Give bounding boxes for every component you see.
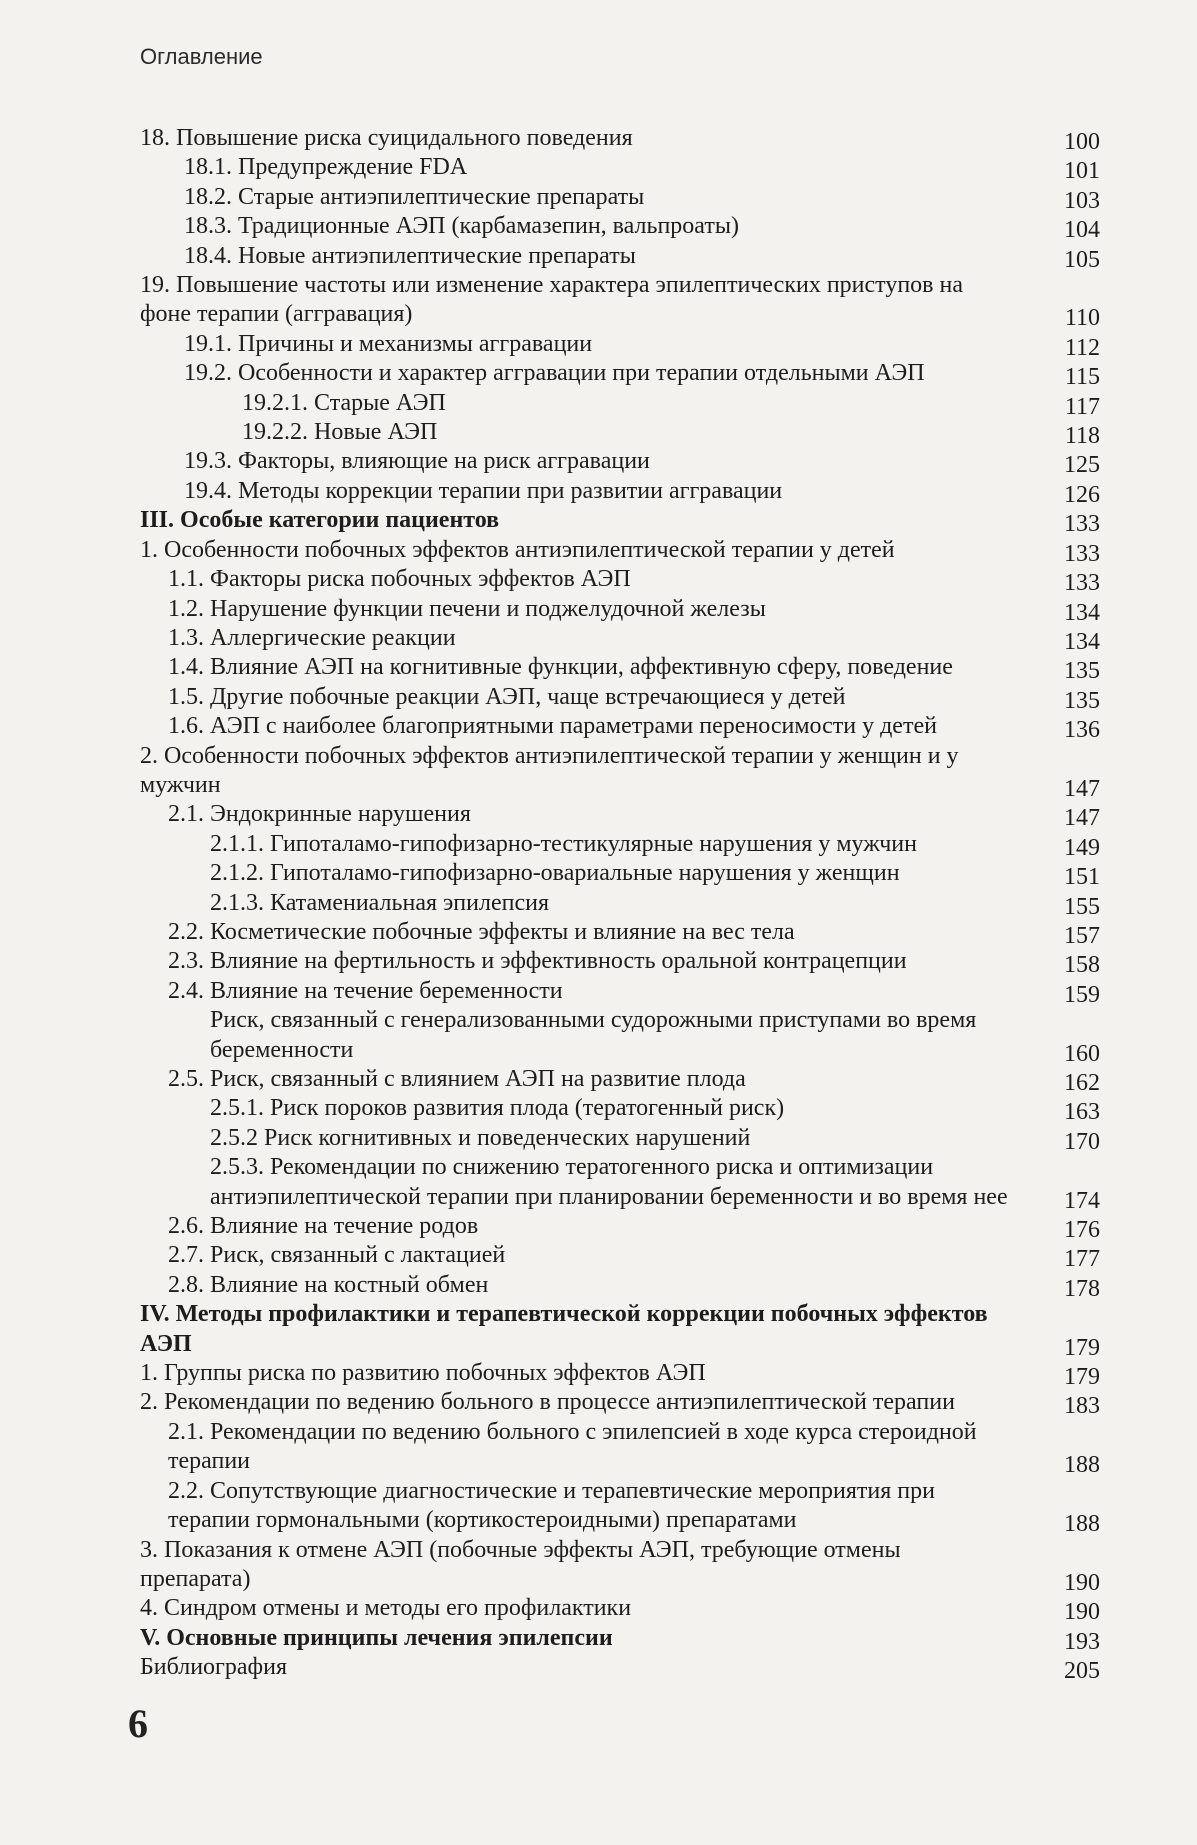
toc-entry: [140, 1594, 1100, 1626]
table-of-contents: [140, 124, 1100, 1683]
toc-entry-title: 19.2. Особенности и характер аггравации при терапии отдельными АЭП: [184, 360, 925, 387]
toc-entry-title: 2.3. Влияние на фертильность и эффективность оральной контрацепции: [168, 948, 907, 975]
toc-section-heading: [140, 1300, 1100, 1359]
toc-entry-page: 136: [1064, 717, 1100, 744]
toc-entry: [140, 918, 1100, 947]
toc-entry: [140, 683, 1100, 712]
toc-entry: [140, 536, 1100, 565]
toc-entry: [140, 595, 1100, 624]
toc-entry: [140, 1359, 1100, 1391]
toc-entry-page: 155: [1064, 893, 1100, 920]
toc-entry: [140, 389, 1100, 418]
toc-entry-page: 157: [1064, 922, 1100, 949]
toc-entry-title: IV. Методы профилактики и терапевтической коррекции побочных эффектов АЭП: [140, 1301, 988, 1357]
toc-entry-title: 2.7. Риск, связанный с лактацией: [168, 1242, 506, 1269]
toc-entry-page: 177: [1064, 1246, 1100, 1273]
toc-entry: [140, 242, 1100, 271]
toc-entry-page: 100: [1064, 129, 1100, 155]
page-number: 6: [128, 1701, 148, 1746]
toc-entry: [140, 712, 1100, 744]
toc-entry-title: 19. Повышение частоты или изменение характера эпилептических приступов на фоне терапии (аггравация): [140, 272, 964, 328]
toc-entry-title: 2.1. Эндокринные нарушения: [168, 801, 471, 828]
toc-entry: [140, 330, 1100, 359]
toc-entry-title: Библиография: [140, 1654, 287, 1681]
toc-entry-title: 2.8. Влияние на костный обмен: [168, 1271, 489, 1298]
toc-entry-title: 2. Рекомендации по ведению больного в процессе антиэпилептической терапии: [140, 1389, 955, 1416]
toc-entry-page: 118: [1064, 423, 1100, 450]
toc-entry-title: 18.2. Старые антиэпилептические препараты: [184, 183, 645, 210]
toc-entry-title: 1.6. АЭП с наиболее благоприятными параметрами переносимости у детей: [168, 713, 937, 740]
toc-entry-title: 1.1. Факторы риска побочных эффектов АЭП: [168, 566, 631, 593]
toc-entry-title: 2. Особенности побочных эффектов антиэпилептической терапии у женщин и у мужчин: [140, 742, 959, 798]
toc-entry-title: 1. Особенности побочных эффектов антиэпилептической терапии у детей: [140, 536, 895, 563]
toc-entry-page: 110: [1064, 305, 1100, 332]
toc-section-heading: [140, 506, 1100, 538]
toc-entry-page: 163: [1064, 1099, 1100, 1126]
toc-entry-title: 1. Группы риска по развитию побочных эффектов АЭП: [140, 1360, 706, 1387]
toc-entry-title: V. Основные принципы лечения эпилепсии: [140, 1624, 613, 1651]
toc-entry-title: 1.4. Влияние АЭП на когнитивные функции, аффективную сферу, поведение: [168, 654, 953, 681]
toc-entry-page: 101: [1064, 158, 1100, 185]
toc-entry: [140, 1653, 1100, 1685]
toc-entry: [140, 418, 1100, 450]
toc-entry-page: 193: [1064, 1628, 1100, 1655]
toc-entry-title: Риск, связанный с генерализованными судорожными приступами во время беременности: [210, 1007, 977, 1063]
toc-entry: [140, 1006, 1100, 1065]
toc-entry-page: 105: [1064, 246, 1100, 273]
toc-entry-page: 170: [1064, 1128, 1100, 1155]
toc-entry-title: III. Особые категории пациентов: [140, 507, 500, 534]
toc-entry-title: 2.5.3. Рекомендации по снижению тератогенного риска и оптимизации антиэпилептической терапии при планировании беременности и во время нее: [210, 1154, 1008, 1210]
toc-entry-title: 2.5. Риск, связанный с влиянием АЭП на развитие плода: [168, 1066, 746, 1092]
toc-entry-title: 19.2.1. Старые АЭП: [242, 389, 446, 416]
toc-entry: [140, 1536, 1100, 1595]
toc-entry-page: 183: [1064, 1393, 1100, 1420]
toc-entry: [140, 477, 1100, 506]
toc-entry: [140, 359, 1100, 391]
toc-entry-title: 2.1.2. Гипоталамо-гипофизарно-овариальные нарушения у женщин: [210, 860, 900, 887]
toc-entry-page: 179: [1064, 1334, 1100, 1361]
toc-entry-title: 18.4. Новые антиэпилептические препараты: [184, 242, 636, 269]
toc-entry-page: 104: [1064, 217, 1100, 244]
toc-entry-page: 205: [1064, 1658, 1100, 1685]
toc-entry-title: 19.2.2. Новые АЭП: [242, 419, 438, 446]
toc-entry: [140, 1153, 1100, 1212]
running-head: Оглавление: [140, 44, 263, 69]
toc-entry: [140, 624, 1100, 653]
toc-entry: [140, 1477, 1100, 1536]
toc-entry-title: 19.4. Методы коррекции терапии при развитии аггравации: [184, 477, 783, 504]
toc-entry-title: 1.2. Нарушение функции печени и поджелудочной железы: [168, 595, 766, 622]
toc-entry-title: 18.3. Традиционные АЭП (карбамазепин, вальпроаты): [184, 213, 739, 240]
toc-entry-title: 2.1.3. Катамениальная эпилепсия: [210, 889, 549, 916]
toc-entry-page: 160: [1064, 1040, 1100, 1067]
toc-entry-title: 18.1. Предупреждение FDA: [184, 154, 468, 181]
toc-entry-page: 147: [1064, 775, 1100, 802]
toc-entry-title: 19.3. Факторы, влияющие на риск аггравации: [184, 448, 650, 475]
toc-entry-page: 133: [1064, 570, 1100, 597]
toc-entry-page: 158: [1064, 952, 1100, 979]
toc-entry: [140, 124, 1100, 153]
toc-entry-page: 162: [1064, 1070, 1100, 1096]
toc-entry: [140, 1241, 1100, 1273]
toc-entry-title: 1.5. Другие побочные реакции АЭП, чаще встречающиеся у детей: [168, 683, 846, 710]
toc-entry-page: 133: [1064, 540, 1100, 567]
toc-entry-page: 112: [1064, 334, 1100, 361]
toc-entry-page: 103: [1064, 187, 1100, 214]
toc-entry: [140, 565, 1100, 597]
toc-section-heading: [140, 1624, 1100, 1653]
toc-entry-page: 125: [1064, 452, 1100, 479]
toc-entry: [140, 1271, 1100, 1300]
toc-entry: [140, 183, 1100, 212]
toc-entry-title: 19.1. Причины и механизмы аггравации: [184, 330, 593, 357]
toc-entry: [140, 1388, 1100, 1420]
toc-entry-page: 188: [1064, 1452, 1100, 1479]
toc-entry-page: 135: [1064, 658, 1100, 685]
toc-entry-page: 188: [1064, 1511, 1100, 1538]
toc-entry: [140, 212, 1100, 244]
toc-entry-title: 1.3. Аллергические реакции: [168, 624, 456, 651]
toc-entry-page: 115: [1064, 364, 1100, 391]
toc-entry: [140, 859, 1100, 891]
toc-entry-page: 149: [1064, 834, 1100, 861]
toc-entry-title: 3. Показания к отмене АЭП (побочные эффекты АЭП, требующие отмены препарата): [140, 1536, 901, 1592]
toc-entry-page: 176: [1064, 1217, 1100, 1244]
toc-entry-page: 151: [1064, 864, 1100, 891]
toc-entry-page: 134: [1064, 628, 1100, 655]
toc-entry-title: 2.2. Косметические побочные эффекты и влияние на вес тела: [168, 918, 795, 945]
toc-entry: [140, 447, 1100, 479]
toc-entry-page: 133: [1064, 511, 1100, 538]
toc-entry: [140, 1094, 1100, 1126]
toc-entry-page: 174: [1064, 1187, 1100, 1214]
toc-entry: [140, 153, 1100, 185]
toc-entry: [140, 742, 1100, 801]
toc-entry-title: 4. Синдром отмены и методы его профилактики: [140, 1595, 632, 1622]
toc-entry-title: 2.5.2 Риск когнитивных и поведенческих нарушений: [210, 1124, 751, 1151]
toc-entry-page: 134: [1064, 599, 1100, 626]
toc-entry-title: 2.1. Рекомендации по ведению больного с эпилепсией в ходе курса стероидной терапии: [168, 1418, 977, 1475]
toc-entry-page: 159: [1064, 981, 1100, 1008]
toc-entry: [140, 1212, 1100, 1244]
toc-entry: [140, 1124, 1100, 1153]
toc-entry-page: 117: [1064, 393, 1100, 420]
toc-entry-page: 178: [1064, 1275, 1100, 1302]
toc-entry: [140, 889, 1100, 918]
toc-entry: [140, 977, 1100, 1006]
toc-entry-page: 147: [1064, 805, 1100, 832]
toc-entry: [140, 653, 1100, 685]
toc-entry-page: 179: [1064, 1364, 1100, 1391]
toc-entry-title: 2.6. Влияние на течение родов: [168, 1213, 479, 1240]
toc-entry-title: 2.5.1. Риск пороков развития плода (тератогенный риск): [210, 1095, 785, 1122]
toc-entry: [140, 1065, 1100, 1094]
toc-entry: [140, 800, 1100, 832]
toc-entry-title: 2.4. Влияние на течение беременности: [168, 977, 563, 1004]
toc-entry: [140, 1418, 1100, 1477]
toc-entry-page: 190: [1064, 1569, 1100, 1596]
toc-entry-page: 190: [1064, 1599, 1100, 1626]
toc-entry: [140, 830, 1100, 859]
toc-entry: [140, 947, 1100, 979]
toc-entry-title: 2.1.1. Гипоталамо-гипофизарно-тестикулярные нарушения у мужчин: [210, 830, 917, 857]
toc-entry-page: 126: [1064, 481, 1100, 508]
toc-entry-title: 18. Повышение риска суицидального поведения: [140, 125, 633, 151]
toc-entry-page: 135: [1064, 687, 1100, 714]
toc-entry-title: 2.2. Сопутствующие диагностические и терапевтические мероприятия при терапии гормональными (кортикостероидными) препаратами: [168, 1477, 935, 1534]
toc-entry: [140, 271, 1100, 330]
